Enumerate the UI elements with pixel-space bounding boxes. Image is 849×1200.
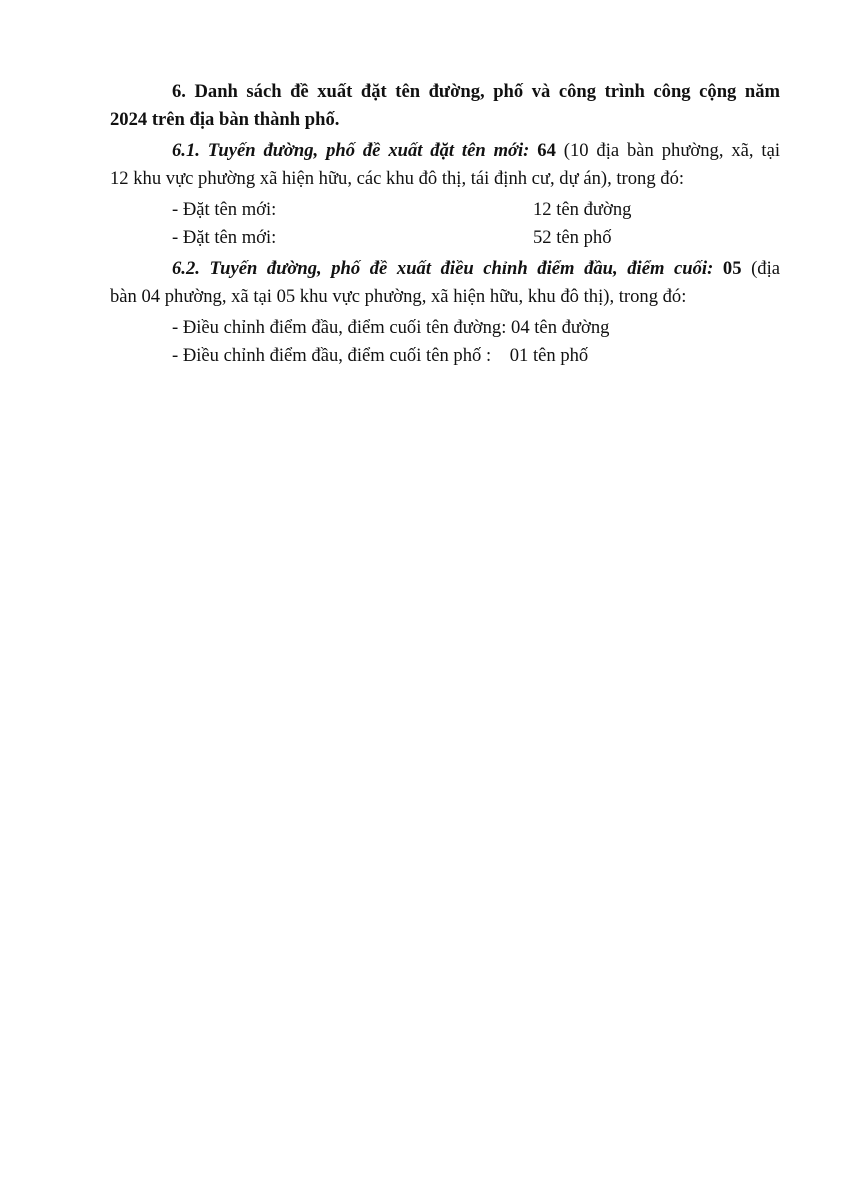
section-6-2-desc-part-1: (địa: [751, 258, 781, 279]
section-6-1-heading: 6.1. Tuyến đường, phố đề xuất đặt tên mới:: [172, 140, 530, 161]
document-page: [110, 78, 780, 370]
section-6-2-item: - Điều chỉnh điểm đầu, điểm cuối tên phố : 01 tên phố: [172, 345, 589, 366]
section-6-2-count: 05: [722, 258, 742, 279]
section-6-title-line-1: 6. Danh sách đề xuất đặt tên đường, phố và công trình công cộng năm: [172, 81, 780, 102]
section-6-2-heading: 6.2. Tuyến đường, phố đề xuất điều chỉnh điểm đầu, điểm cuối:: [172, 258, 714, 279]
item-value: 12 tên đường: [533, 199, 632, 220]
section-6-1-intro: [110, 137, 780, 165]
section-6-title-line-2: 2024 trên địa bàn thành phố.: [110, 109, 340, 130]
section-6-2-desc-line-2: bàn 04 phường, xã tại 05 khu vực phường, xã hiện hữu, khu đô thị), trong đó:: [110, 286, 687, 307]
section-6-1-desc-part-1: (10 địa bàn phường, xã, tại: [563, 140, 781, 161]
section-6-1-count: 64: [537, 140, 556, 161]
section-6-2-intro: [110, 255, 780, 283]
section-6-1-item: [110, 196, 780, 224]
item-value: 52 tên phố: [533, 227, 612, 248]
section-6-1-item: [110, 224, 780, 252]
item-label: - Đặt tên mới:: [172, 199, 277, 220]
section-6-1-desc-line-2: 12 khu vực phường xã hiện hữu, các khu đô thị, tái định cư, dự án), trong đó:: [110, 168, 685, 189]
section-6-2-item: - Điều chỉnh điểm đầu, điểm cuối tên đường: 04 tên đường: [172, 317, 610, 338]
item-label: - Đặt tên mới:: [172, 227, 277, 248]
